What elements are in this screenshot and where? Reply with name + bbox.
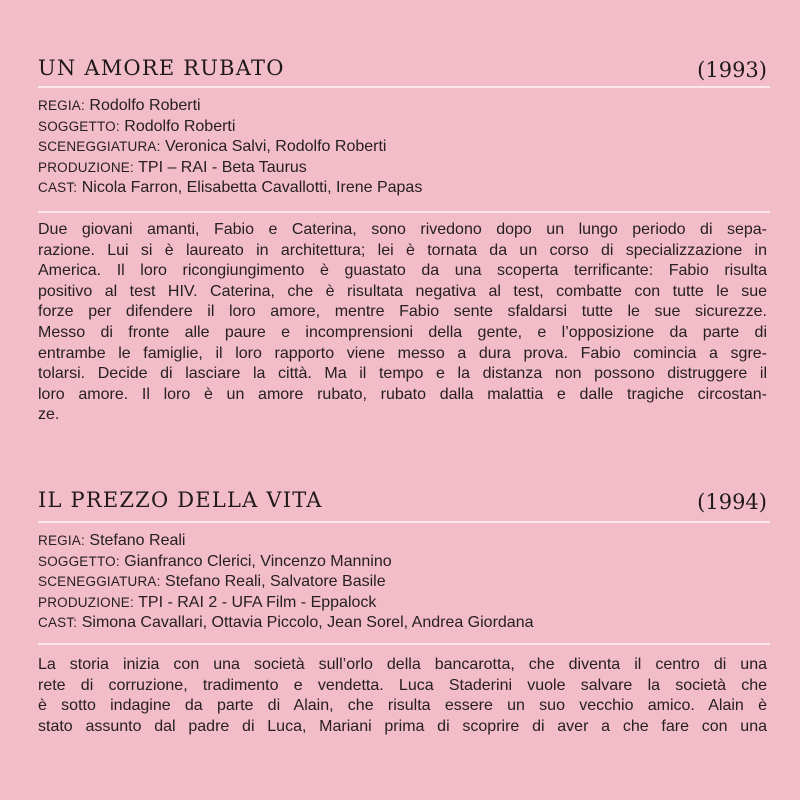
credit-label: SCENEGGIATURA: (38, 139, 161, 155)
credit-label: PRODUZIONE: (38, 159, 134, 175)
film-2-title: IL PREZZO DELLA VITA (38, 488, 323, 512)
credit-label: CAST: (38, 615, 78, 631)
credit-label: REGIA: (38, 98, 85, 113)
credit-soggetto (38, 552, 534, 573)
credit-label: SOGGETTO: (38, 553, 120, 569)
synopsis-line: tolarsi. Decide di lasciare la città. Ma il tempo e la distanza non possono distruggere il (38, 365, 767, 383)
credit-sceneggiatura (38, 572, 534, 593)
synopsis-line: positivo al test HIV. Caterina, che è risultata negativa al test, combatte con tutte le sue (38, 282, 767, 300)
credit-value: Veronica Salvi, Rodolfo Roberti (160, 138, 387, 156)
credit-label: SCENEGGIATURA: (38, 574, 161, 590)
film-1-credits-divider (38, 211, 770, 213)
credit-regia (38, 96, 422, 117)
synopsis-line: stato assunto dal padre di Luca, Mariani prima di scoprire di aver a che fare con una (38, 717, 767, 735)
credit-label: CAST: (38, 180, 78, 196)
synopsis-line: razione. Lui si è laureato in architettura; lei è tornata da un corso di specializzazione in (38, 241, 767, 259)
credit-value: Simona Cavallari, Ottavia Piccolo, Jean Sorel, Andrea Giordana (77, 614, 534, 632)
credit-value: TPI – RAI - Beta Taurus (133, 158, 307, 176)
synopsis-line: America. Il loro ricongiungimento è guastato da una scoperta terrificante: Fabio risulta (38, 262, 767, 280)
synopsis-line: Due giovani amanti, Fabio e Caterina, sono rivedono dopo un lungo periodo di sepa- (38, 221, 767, 238)
credit-label: REGIA: (38, 533, 85, 548)
synopsis-line: loro amore. Il loro è un amore rubato, rubato dalla malattia e dalle tragiche circostan- (38, 385, 767, 403)
credit-produzione (38, 158, 422, 179)
credit-cast (38, 178, 422, 199)
synopsis-line: forze per difendere il loro amore, mentre Fabio sente sfaldarsi tutte le sue sicurezze. (38, 303, 767, 321)
credit-value: Rodolfo Roberti (119, 117, 236, 135)
credit-value: TPI - RAI 2 - UFA Film - Eppalock (133, 593, 377, 611)
credit-value: Gianfranco Clerici, Vincenzo Mannino (119, 552, 392, 570)
credit-soggetto (38, 117, 422, 138)
film-2-synopsis (38, 655, 767, 737)
film-1-synopsis (38, 220, 767, 426)
credit-produzione (38, 593, 534, 614)
credit-value: Rodolfo Roberti (84, 97, 201, 114)
credit-sceneggiatura (38, 137, 422, 158)
film-1-credits (38, 96, 422, 199)
credit-label: PRODUZIONE: (38, 594, 134, 610)
film-2-credits (38, 531, 534, 634)
credit-cast (38, 613, 534, 634)
film-2-year: (1994) (697, 490, 767, 514)
film-2-title-divider (38, 521, 770, 523)
film-1-year: (1993) (697, 58, 767, 82)
credit-regia (38, 531, 534, 552)
credit-value: Nicola Farron, Elisabetta Cavallotti, Irene Papas (77, 179, 423, 197)
synopsis-line: La storia inizia con una società sull’orlo della bancarotta, che diventa il centro di una (38, 656, 767, 673)
synopsis-line: entrambe le famiglie, il loro rapporto viene messo a dura prova. Fabio comincia a sgre- (38, 344, 767, 362)
synopsis-line: è sotto indagine da parte di Alain, che risulta essere un suo vecchio amico. Alain è (38, 697, 767, 715)
credit-label: SOGGETTO: (38, 118, 120, 134)
film-1-title-divider (38, 86, 770, 88)
synopsis-line: Messo di fronte alle paure e incomprensioni della gente, e l’opposizione da parte di (38, 323, 767, 341)
credit-value: Stefano Reali (84, 532, 186, 549)
film-2-credits-divider (38, 643, 770, 645)
credit-value: Stefano Reali, Salvatore Basile (160, 573, 386, 591)
synopsis-line: ze. (38, 406, 60, 424)
synopsis-line: rete di corruzione, tradimento e vendetta. Luca Staderini vuole salvare la società che (38, 676, 767, 694)
film-1-title: UN AMORE RUBATO (38, 56, 285, 80)
